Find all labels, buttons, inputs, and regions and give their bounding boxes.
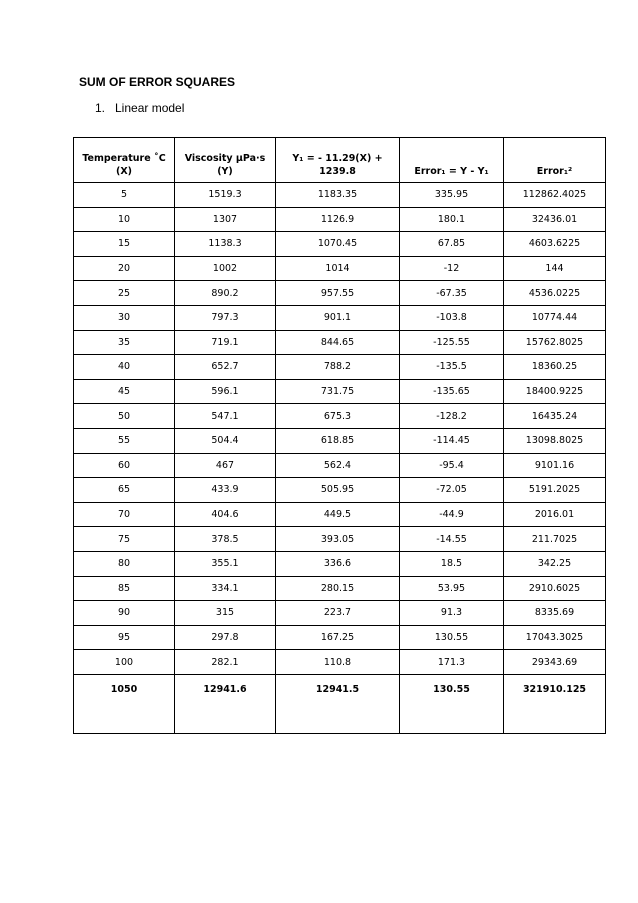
cell-viscosity: 315 <box>175 601 276 626</box>
total-cell-viscosity: 12941.6 <box>175 674 276 733</box>
cell-error-squared: 112862.4025 <box>504 183 606 208</box>
table-row <box>74 453 606 478</box>
cell-temperature: 100 <box>74 650 175 675</box>
header-error-line2: Error₁ = Y - Y₁ <box>414 166 489 177</box>
table-row <box>74 625 606 650</box>
table-row <box>74 478 606 503</box>
cell-predicted: 280.15 <box>276 576 400 601</box>
cell-temperature: 95 <box>74 625 175 650</box>
table-row <box>74 527 606 552</box>
header-error-squared-line2: Error₁² <box>536 166 573 177</box>
cell-error: -44.9 <box>400 502 504 527</box>
header-temperature-line1: Temperature ˚C <box>82 153 166 164</box>
cell-predicted: 844.65 <box>276 330 400 355</box>
table-row <box>74 601 606 626</box>
cell-viscosity: 1002 <box>175 256 276 281</box>
cell-temperature: 60 <box>74 453 175 478</box>
table-row <box>74 428 606 453</box>
cell-error-squared: 2910.6025 <box>504 576 606 601</box>
table-row <box>74 379 606 404</box>
cell-error: 335.95 <box>400 183 504 208</box>
cell-error: 130.55 <box>400 625 504 650</box>
cell-viscosity: 596.1 <box>175 379 276 404</box>
cell-predicted: 110.8 <box>276 650 400 675</box>
header-predicted <box>276 138 400 183</box>
cell-viscosity: 404.6 <box>175 502 276 527</box>
header-error-squared <box>504 138 606 183</box>
header-viscosity-line1: Viscosity µPa·s <box>184 153 266 164</box>
table-row <box>74 576 606 601</box>
cell-error-squared: 5191.2025 <box>504 478 606 503</box>
cell-error: 180.1 <box>400 207 504 232</box>
cell-error: -72.05 <box>400 478 504 503</box>
total-cell-error: 130.55 <box>400 674 504 733</box>
cell-error-squared: 211.7025 <box>504 527 606 552</box>
total-cell-error-squared: 321910.125 <box>504 674 606 733</box>
cell-predicted: 562.4 <box>276 453 400 478</box>
table-totals-row <box>74 674 606 733</box>
cell-error: 171.3 <box>400 650 504 675</box>
cell-temperature: 90 <box>74 601 175 626</box>
header-predicted-line2: Y₁ = - 11.29(X) + 1239.8 <box>292 153 383 177</box>
cell-error: -128.2 <box>400 404 504 429</box>
cell-predicted: 731.75 <box>276 379 400 404</box>
cell-viscosity: 467 <box>175 453 276 478</box>
cell-error-squared: 13098.8025 <box>504 428 606 453</box>
cell-temperature: 20 <box>74 256 175 281</box>
cell-predicted: 618.85 <box>276 428 400 453</box>
cell-viscosity: 797.3 <box>175 305 276 330</box>
table-row <box>74 281 606 306</box>
cell-predicted: 1183.35 <box>276 183 400 208</box>
cell-error: -114.45 <box>400 428 504 453</box>
table-row <box>74 232 606 257</box>
cell-predicted: 1070.45 <box>276 232 400 257</box>
header-error <box>400 138 504 183</box>
cell-viscosity: 1307 <box>175 207 276 232</box>
cell-predicted: 167.25 <box>276 625 400 650</box>
cell-error-squared: 144 <box>504 256 606 281</box>
header-temperature-line2: (X) <box>115 166 132 177</box>
cell-predicted: 393.05 <box>276 527 400 552</box>
cell-viscosity: 504.4 <box>175 428 276 453</box>
cell-temperature: 70 <box>74 502 175 527</box>
cell-predicted: 336.6 <box>276 551 400 576</box>
cell-error-squared: 18400.9225 <box>504 379 606 404</box>
cell-error-squared: 2016.01 <box>504 502 606 527</box>
cell-error: -67.35 <box>400 281 504 306</box>
error-squares-table <box>73 137 606 734</box>
cell-temperature: 80 <box>74 551 175 576</box>
cell-temperature: 35 <box>74 330 175 355</box>
header-viscosity-line2: (Y) <box>217 166 233 177</box>
cell-predicted: 449.5 <box>276 502 400 527</box>
cell-viscosity: 334.1 <box>175 576 276 601</box>
cell-predicted: 957.55 <box>276 281 400 306</box>
page-title: SUM OF ERROR SQUARES <box>79 75 236 89</box>
cell-temperature: 25 <box>74 281 175 306</box>
cell-temperature: 30 <box>74 305 175 330</box>
cell-temperature: 45 <box>74 379 175 404</box>
cell-viscosity: 297.8 <box>175 625 276 650</box>
cell-predicted: 223.7 <box>276 601 400 626</box>
cell-predicted: 1126.9 <box>276 207 400 232</box>
cell-error: 91.3 <box>400 601 504 626</box>
cell-predicted: 505.95 <box>276 478 400 503</box>
cell-error-squared: 18360.25 <box>504 355 606 380</box>
cell-viscosity: 547.1 <box>175 404 276 429</box>
total-cell-predicted: 12941.5 <box>276 674 400 733</box>
cell-error-squared: 29343.69 <box>504 650 606 675</box>
cell-error: 53.95 <box>400 576 504 601</box>
section-number: 1. <box>95 101 106 115</box>
table-row <box>74 330 606 355</box>
cell-error-squared: 17043.3025 <box>504 625 606 650</box>
cell-error-squared: 342.25 <box>504 551 606 576</box>
cell-temperature: 10 <box>74 207 175 232</box>
section-heading <box>95 101 184 115</box>
cell-temperature: 40 <box>74 355 175 380</box>
cell-error: -135.5 <box>400 355 504 380</box>
cell-error-squared: 32436.01 <box>504 207 606 232</box>
cell-viscosity: 890.2 <box>175 281 276 306</box>
header-temperature <box>74 138 175 183</box>
cell-predicted: 901.1 <box>276 305 400 330</box>
cell-viscosity: 378.5 <box>175 527 276 552</box>
cell-error-squared: 4603.6225 <box>504 232 606 257</box>
cell-error-squared: 4536.0225 <box>504 281 606 306</box>
cell-error: -125.55 <box>400 330 504 355</box>
table-row <box>74 183 606 208</box>
cell-error: -95.4 <box>400 453 504 478</box>
cell-temperature: 75 <box>74 527 175 552</box>
cell-temperature: 55 <box>74 428 175 453</box>
cell-error: 67.85 <box>400 232 504 257</box>
cell-error-squared: 10774.44 <box>504 305 606 330</box>
table-row <box>74 256 606 281</box>
cell-error: -12 <box>400 256 504 281</box>
cell-viscosity: 719.1 <box>175 330 276 355</box>
table-row <box>74 404 606 429</box>
cell-temperature: 65 <box>74 478 175 503</box>
cell-error: 18.5 <box>400 551 504 576</box>
section-label: Linear model <box>115 101 185 115</box>
cell-temperature: 85 <box>74 576 175 601</box>
table-row <box>74 551 606 576</box>
cell-error: -103.8 <box>400 305 504 330</box>
cell-error: -135.65 <box>400 379 504 404</box>
cell-error-squared: 9101.16 <box>504 453 606 478</box>
table-body <box>74 183 606 734</box>
cell-predicted: 788.2 <box>276 355 400 380</box>
cell-viscosity: 355.1 <box>175 551 276 576</box>
cell-predicted: 1014 <box>276 256 400 281</box>
table-row <box>74 207 606 232</box>
cell-temperature: 5 <box>74 183 175 208</box>
cell-viscosity: 652.7 <box>175 355 276 380</box>
table-row <box>74 355 606 380</box>
cell-viscosity: 1519.3 <box>175 183 276 208</box>
table-row <box>74 502 606 527</box>
header-viscosity <box>175 138 276 183</box>
table-row <box>74 650 606 675</box>
total-cell-temperature: 1050 <box>74 674 175 733</box>
cell-temperature: 15 <box>74 232 175 257</box>
table-row <box>74 305 606 330</box>
cell-error-squared: 15762.8025 <box>504 330 606 355</box>
cell-viscosity: 433.9 <box>175 478 276 503</box>
cell-predicted: 675.3 <box>276 404 400 429</box>
cell-viscosity: 1138.3 <box>175 232 276 257</box>
cell-temperature: 50 <box>74 404 175 429</box>
cell-error: -14.55 <box>400 527 504 552</box>
cell-error-squared: 16435.24 <box>504 404 606 429</box>
cell-error-squared: 8335.69 <box>504 601 606 626</box>
cell-viscosity: 282.1 <box>175 650 276 675</box>
table-header-row <box>74 138 606 183</box>
